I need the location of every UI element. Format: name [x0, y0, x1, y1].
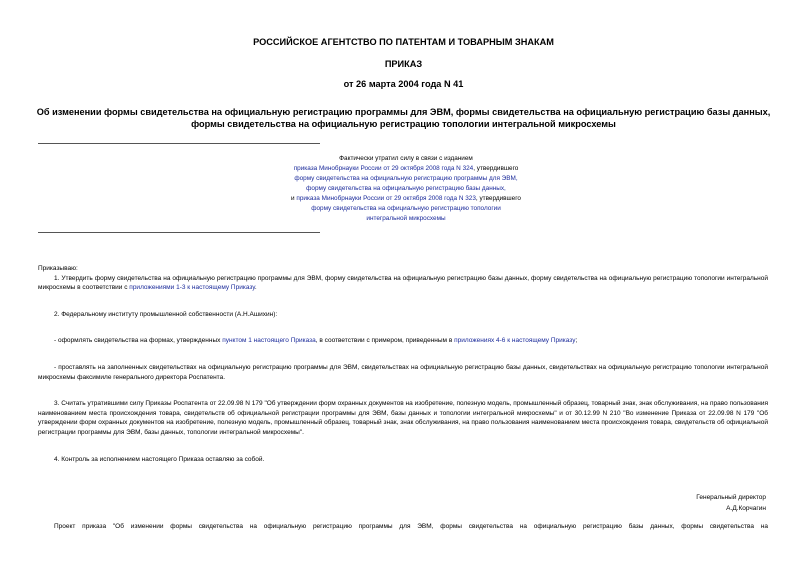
draft-note: Проект приказа "Об изменении формы свидетельства на официальную регистрацию программы для ЭВМ, формы свидетельства на официальную регистрацию базы данных, формы свидетельства на: [54, 523, 768, 530]
divider-bottom: [38, 232, 320, 233]
status-note: [196, 154, 616, 224]
title-line-2: формы свидетельства на официальную регистрацию топологии интегральной микросхемы: [191, 119, 616, 129]
status-note-line-5: и приказа Минобрнауки России от 29 октября 2008 года N 323, утвердившего: [291, 195, 521, 202]
database-certificate-form-link[interactable]: форму свидетельства на официальную регистрацию базы данных,: [306, 185, 506, 192]
document-type: ПРИКАЗ: [384, 59, 423, 69]
status-note-line-4: [196, 184, 616, 194]
title-line-1: Об изменении формы свидетельства на официальную регистрацию программы для ЭВМ, формы свидетельства на официальную регистрацию базы данных,: [36, 107, 771, 117]
order-item-2b: - проставлять на заполненных свидетельствах на официальную регистрацию программы для ЭВМ, свидетельствах на официальную регистрацию базы данных, свидетельствах на официальную регистрацию топологии интегральной микросхемы факсимиле генерального директора Роспатента.: [38, 363, 768, 381]
order-323-link[interactable]: приказа Минобрнауки России от 29 октября 2008 года N 323: [296, 195, 476, 202]
order-item-1: 1. Утвердить форму свидетельства на официальную регистрацию программы для ЭВМ, форму свидетельства на официальную регистрацию базы данных, форму свидетельства на официальную регистрацию топологии интегральной микросхемы в соответствии с приложениями 1-3 к настоящему Приказу.: [38, 274, 768, 292]
order-item-3: 3. Считать утратившими силу Приказы Роспатента от 22.09.98 N 179 "Об утверждении форм охранных документов на изобретение, полезную модель, промышленный образец, товарный знак, знак обслуживания, на право пользования наименованием места происхождения товара, свидетельств об официальной регистрации программы для ЭВМ, базы данных и топологии интегральной микросхемы" и от 30.12.99 N 210 "Во изменение Приказа от 22.09.98 N 179 "Об утверждении форм охранных документов на изобретение, полезную модель, промышленный образец, товарный знак, знак обслуживания, на право пользования наименованием места происхождения товара, свидетельств об официальной регистрации программы для ЭВМ, базы данных, топологии интегральной микросхемы".: [38, 400, 768, 436]
software-certificate-form-link[interactable]: форму свидетельства на официальную регистрацию программы для ЭВМ,: [294, 175, 518, 182]
agency-name: РОССИЙСКОЕ АГЕНТСТВО ПО ПАТЕНТАМ И ТОВАРНЫМ ЗНАКАМ: [253, 37, 554, 47]
order-item-2: 2. Федеральному институту промышленной собственности (А.Н.Ашихин):: [54, 310, 278, 318]
signature-position: Генеральный директор: [696, 494, 766, 501]
signature-block: [696, 492, 766, 514]
status-note-line-7: [196, 214, 616, 224]
topology-certificate-form-link[interactable]: форму свидетельства на официальную регистрацию топологии: [311, 205, 501, 212]
clause-1-link[interactable]: пунктом 1 настоящего Приказа: [222, 337, 316, 345]
order-324-link[interactable]: приказа Минобрнауки России от 29 октября 2008 года N 324: [293, 165, 474, 172]
appendices-1-3-link[interactable]: приложениями 1-3 к настоящему Приказу: [129, 284, 255, 292]
signature-name: А.Д.Корчагин: [726, 505, 766, 512]
order-item-4: 4. Контроль за исполнением настоящего Приказа оставляю за собой.: [54, 455, 265, 463]
status-note-line-3: [196, 174, 616, 184]
divider-top: [38, 143, 320, 144]
order-body: [38, 264, 768, 464]
topology-certificate-form-link-cont[interactable]: интегральной микросхемы: [366, 215, 446, 222]
document-date-number: от 26 марта 2004 года N 41: [343, 79, 464, 89]
order-intro: Приказываю:: [38, 265, 78, 272]
status-note-line-6: [196, 204, 616, 214]
appendices-4-6-link[interactable]: приложениях 4-6 к настоящему Приказу: [454, 337, 576, 345]
status-note-line-1: Фактически утратил силу в связи с изданием: [339, 155, 473, 162]
status-note-line-2: приказа Минобрнауки России от 29 октября 2008 года N 324, утвердившего: [293, 165, 519, 172]
order-item-2a: - оформлять свидетельства на формах, утвержденных пунктом 1 настоящего Приказа, в соответствии с примером, приведенным в приложениях 4-6 к настоящему Приказу;: [54, 337, 578, 345]
document-title: [20, 106, 787, 130]
